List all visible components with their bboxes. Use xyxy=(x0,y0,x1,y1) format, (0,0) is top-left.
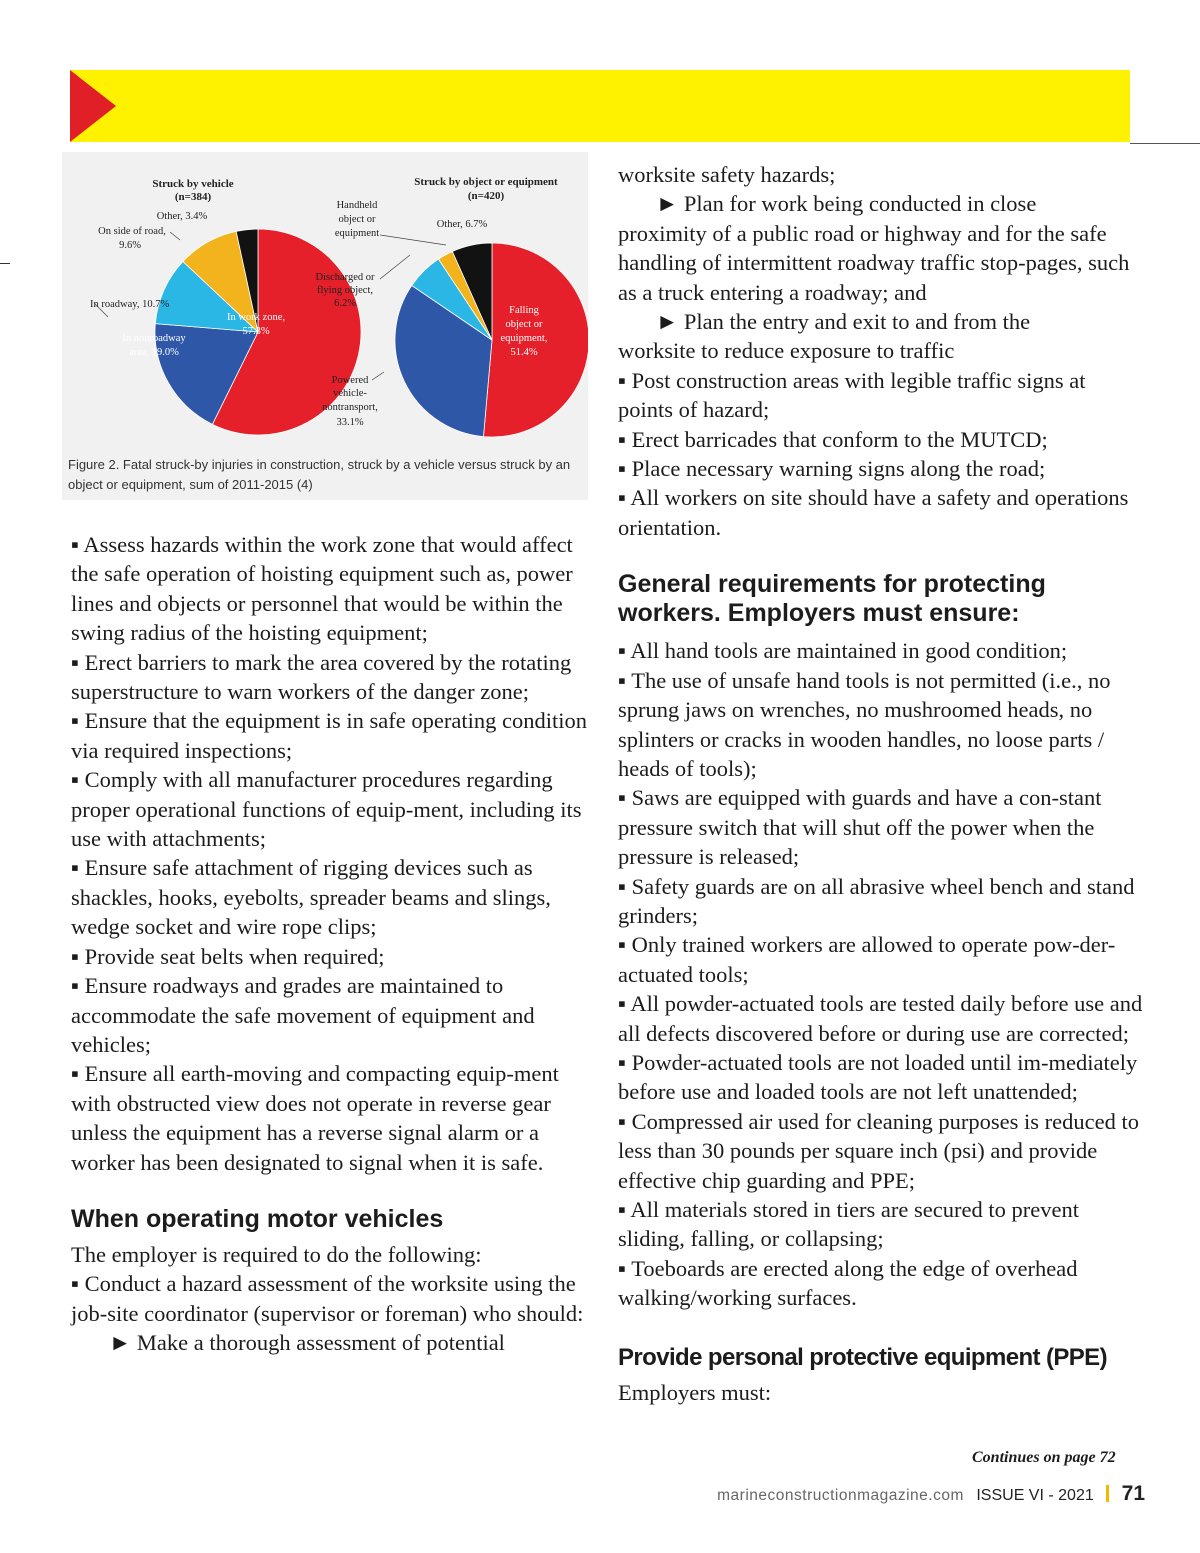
page-footer xyxy=(717,1482,1145,1506)
bullet-assess-hazards: ▪ Assess hazards within the work zone that would affect the safe operation of hoisting equipment such as, power lines and objects or personnel that would be within the swing radius of the hoisting equipment; xyxy=(71,532,573,646)
right-leader-discharged xyxy=(380,255,410,279)
bullet-powder-tools-loaded: ▪ Powder-actuated tools are not loaded until im-mediately before use and loaded tools are not left unattended; xyxy=(618,1049,1138,1105)
right-label-handheld-2: object or xyxy=(338,214,376,225)
bullet-barricades-mutcd: ▪ Erect barricades that conform to the MUTCD; xyxy=(618,426,1048,452)
margin-tick xyxy=(0,263,10,264)
footer-separator xyxy=(1106,1485,1109,1502)
left-chart-title: Struck by vehicle xyxy=(152,178,234,190)
right-label-falling: Falling xyxy=(509,305,539,316)
heading-general-requirements: General requirements for protecting workers. Employers must ensure: xyxy=(618,570,1046,628)
bullet-unsafe-hand-tools: ▪ The use of unsafe hand tools is not permitted (i.e., no sprung jaws on wrenches, no mushroomed heads, no splinters or cracks in wooden handles, no loose parts / heads of tools); xyxy=(618,667,1111,781)
bullet-saws-guards: ▪ Saws are equipped with guards and have a con-stant pressure switch that will shut off the power when the pressure is released; xyxy=(618,785,1102,870)
bullet-post-traffic-signs: ▪ Post construction areas with legible traffic signs at points of hazard; xyxy=(618,367,1086,423)
bullet-seat-belts: ▪ Provide seat belts when required; xyxy=(71,943,385,969)
heading-motor-vehicles: When operating motor vehicles xyxy=(71,1204,444,1233)
right-chart-title: Struck by object or equipment xyxy=(414,176,558,188)
left-column xyxy=(71,530,591,1358)
right-label-handheld-3: equipment xyxy=(334,228,380,239)
sub-bullet-plan-public-road-cont: proximity of a public road or highway and for the safe handling of intermittent roadway traffic stop-pages, such as a truck entering a roadway; and xyxy=(618,220,1130,305)
left-label-workzone-pct: 57.3% xyxy=(242,326,270,337)
left-label-side-pct: 9.6% xyxy=(119,240,141,251)
heading-ppe: Provide personal protective equipment (PPE) xyxy=(618,1343,1107,1371)
sub-bullet-plan-entry-exit-cont: worksite to reduce exposure to traffic xyxy=(618,338,955,364)
right-label-powered-2: vehicle- xyxy=(333,388,367,399)
pie-charts xyxy=(62,152,588,452)
right-label-other: Other, 6.7% xyxy=(436,219,488,230)
right-label-powered-pct: 33.1% xyxy=(336,417,364,428)
sub-bullet-thorough-assessment: ► Make a thorough assessment of potential xyxy=(109,1330,505,1356)
page-number: 71 xyxy=(1121,1482,1145,1505)
right-label-powered-3: nontransport, xyxy=(322,402,378,413)
continues-link: Continues on page 72 xyxy=(972,1449,1116,1466)
bullet-trained-workers: ▪ Only trained workers are allowed to operate pow-der-actuated tools; xyxy=(618,932,1116,987)
figure-2 xyxy=(62,152,588,500)
intro-employer-required: The employer is required to do the following: xyxy=(71,1241,482,1267)
right-label-discharged-2: flying object, xyxy=(317,285,373,296)
banner-rule xyxy=(1130,143,1200,144)
bullet-erect-barriers: ▪ Erect barriers to mark the area covered by the rotating superstructure to warn workers of the danger zone; xyxy=(71,649,572,705)
banner-arrow-icon xyxy=(70,70,116,142)
bullet-earth-moving: ▪ Ensure all earth-moving and compacting equip-ment with obstructed view does not operate in reverse gear unless the equipment has a reverse signal alarm or a worker has been designated to signal when it is safe. xyxy=(71,1061,559,1175)
bullet-compressed-air: ▪ Compressed air used for cleaning purposes is reduced to less than 30 pounds per square inch (psi) and provide effective chip guarding and PPE; xyxy=(618,1108,1139,1193)
sub-bullet-plan-public-road: ► Plan for work being conducted in close xyxy=(656,191,1037,217)
bullet-grinder-guards: ▪ Safety guards are on all abrasive wheel bench and stand grinders; xyxy=(618,873,1135,928)
footer-issue: ISSUE VI - 2021 xyxy=(976,1487,1094,1504)
bullet-warning-signs: ▪ Place necessary warning signs along the road; xyxy=(618,456,1046,482)
sub-bullet-plan-entry-exit: ► Plan the entry and exit to and from the xyxy=(656,309,1031,335)
left-label-nonroadway: In nonroadway xyxy=(122,333,186,344)
right-label-discharged-pct: 6.2% xyxy=(334,298,356,309)
intro-employers-must: Employers must: xyxy=(618,1379,772,1405)
left-label-workzone: In work zone, xyxy=(226,312,286,323)
bullet-safe-operating: ▪ Ensure that the equipment is in safe operating condition via required inspections; xyxy=(71,708,587,763)
right-label-falling-pct: 51.4% xyxy=(510,347,538,358)
right-pie xyxy=(395,243,588,437)
left-chart-n: (n=384) xyxy=(174,191,212,203)
right-column xyxy=(618,160,1143,1407)
footer-website: marineconstructionmagazine.com xyxy=(717,1487,964,1504)
bullet-manufacturer-procedures: ▪ Comply with all manufacturer procedures regarding proper operational functions of equip-ment, including its use with attachments; xyxy=(71,767,582,852)
section-banner xyxy=(70,70,1130,142)
bullet-roadways-grades: ▪ Ensure roadways and grades are maintained to accommodate the safe movement of equipment and vehicles; xyxy=(71,973,535,1057)
right-leader-handheld xyxy=(380,235,446,245)
bullet-hand-tools-maintained: ▪ All hand tools are maintained in good condition; xyxy=(618,638,1068,664)
bullet-toeboards: ▪ Toeboards are erected along the edge of overhead walking/working surfaces. xyxy=(618,1255,1078,1311)
left-label-other: Other, 3.4% xyxy=(156,211,208,222)
right-leader-powered xyxy=(372,372,384,380)
right-label-falling-3: equipment, xyxy=(500,333,548,344)
right-label-falling-2: object or xyxy=(505,319,543,330)
left-label-roadway: In roadway, 10.7% xyxy=(90,299,170,310)
right-label-handheld: Handheld xyxy=(336,200,378,211)
bullet-powder-tools-tested: ▪ All powder-actuated tools are tested daily before use and all defects discovered before or during use are corrected; xyxy=(618,991,1143,1046)
left-leader-side xyxy=(170,232,180,240)
left-label-side: On side of road, xyxy=(98,226,166,237)
continued-worksite-hazards: worksite safety hazards; xyxy=(618,162,836,187)
right-label-powered: Powered xyxy=(331,375,369,386)
bullet-safety-orientation: ▪ All workers on site should have a safety and operations orientation. xyxy=(618,485,1129,540)
bullet-materials-tiers: ▪ All materials stored in tiers are secured to prevent sliding, falling, or collapsing; xyxy=(618,1197,1079,1252)
right-chart-n: (n=420) xyxy=(467,190,505,202)
right-label-discharged: Discharged or xyxy=(315,272,375,283)
left-label-nonroadway-pct: area, 19.0% xyxy=(129,347,179,358)
bullet-hazard-assessment: ▪ Conduct a hazard assessment of the worksite using the job-site coordinator (supervisor or foreman) who should: xyxy=(71,1271,584,1326)
figure-caption: Figure 2. Fatal struck-by injuries in construction, struck by a vehicle versus struck by an object or equipment, sum of 2011-2015 (4) xyxy=(68,457,571,492)
bullet-rigging-devices: ▪ Ensure safe attachment of rigging devices such as shackles, hooks, eyebolts, spreader beams and slings, wedge socket and wire rope clips; xyxy=(71,855,551,940)
